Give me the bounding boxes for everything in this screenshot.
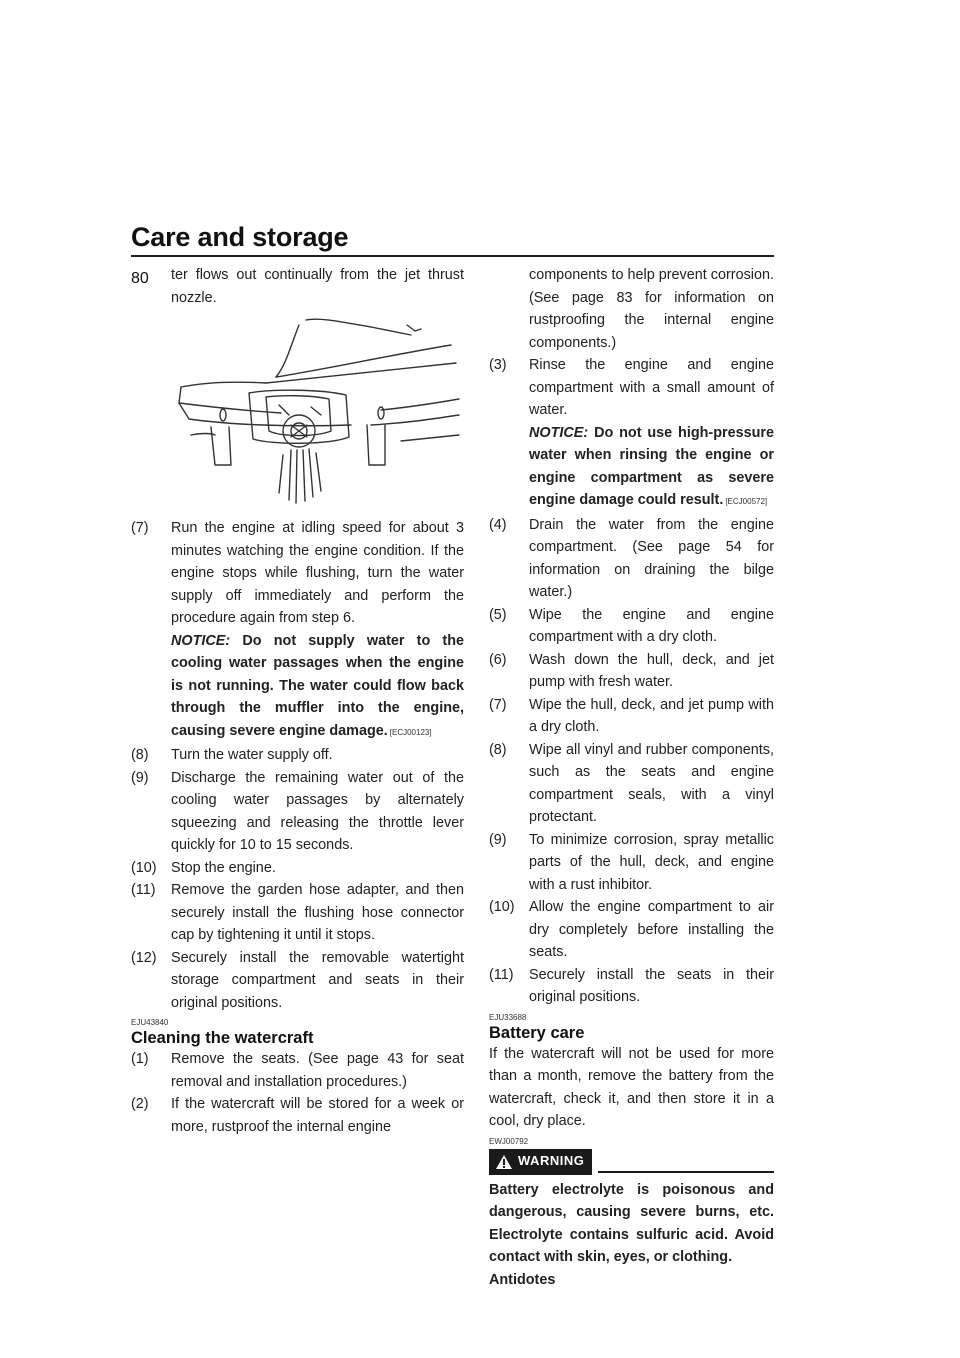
- warning-rule: [598, 1171, 774, 1173]
- section-code: EJU33688: [489, 1012, 527, 1022]
- section-code: EJU43840: [131, 1018, 169, 1027]
- cleaning-step-3: (3) Rinse the engine and engine compartment with a small amount of water.: [489, 357, 774, 418]
- cleaning-step-11: (11) Securely install the seats in their original positions.: [489, 966, 774, 1005]
- intro-text: ter flows out continually from the jet thrust nozzle.: [171, 267, 464, 306]
- left-column: [131, 264, 464, 1138]
- page-number: 80: [131, 270, 149, 287]
- left-step-8: (8) Turn the water supply off.: [131, 747, 333, 763]
- warning-header: [489, 1149, 774, 1175]
- header-divider: [131, 255, 774, 257]
- left-step-10: (10) Stop the engine.: [131, 859, 276, 876]
- antidotes-heading: Antidotes: [489, 1271, 556, 1288]
- cleaning-step-6: (6) Wash down the hull, deck, and jet pump with fresh water.: [489, 651, 774, 690]
- cleaning-step-9: (9) To minimize corrosion, spray metallic parts of the hull, deck, and engine with a rust inhibitor.: [489, 831, 774, 893]
- left-step-7: (7) Run the engine at idling speed for about 3 minutes watching the engine condition. If the engine stops while flushing, turn the water supply off immediately and perform the procedure again from step 6.: [131, 520, 464, 626]
- warning-code: EWJ00792: [489, 1136, 529, 1146]
- cleaning-step-4: (4) Drain the water from the engine compartment. (See page 54 for information on draining the bilge water.): [489, 516, 774, 600]
- cleaning-step-8: (8) Wipe all vinyl and rubber components, such as the seats and engine compartment seals, with a vinyl protectant.: [489, 741, 774, 825]
- warning-triangle-icon: [495, 1154, 513, 1170]
- section-title-battery: Battery care: [489, 1023, 585, 1042]
- left-step-11: (11) Remove the garden hose adapter, and then securely install the flushing hose connector cap by tightening it until it stops.: [131, 882, 464, 943]
- cleaning-step-2-continued: components to help prevent corrosion. (See page 83 for information on rustproofing the internal engine components.): [529, 267, 774, 351]
- cleaning-step-5: (5) Wipe the engine and engine compartment with a dry cloth.: [489, 606, 774, 645]
- jet-thrust-nozzle-illustration: [171, 315, 461, 505]
- cleaning-step-10: (10) Allow the engine compartment to air dry completely before installing the seats.: [489, 899, 774, 960]
- page-title: Care and storage: [131, 222, 349, 252]
- warning-badge: WARNING: [489, 1149, 592, 1175]
- left-step-9: (9) Discharge the remaining water out of the cooling water passages by alternately squeezing and releasing the throttle lever quickly for 10 to 15 seconds.: [131, 769, 464, 853]
- cleaning-step-1: (1) Remove the seats. (See page 43 for seat removal and installation procedures.): [131, 1051, 464, 1090]
- watercraft-stern-icon: [171, 315, 461, 505]
- section-title-cleaning: Cleaning the watercraft: [131, 1029, 314, 1047]
- left-step-7-notice: NOTICE: Do not supply water to the cooling water passages when the engine is not running. The water could flow back through the muffler into the engine, causing severe engine damage. [ECJ00123]: [171, 632, 465, 739]
- right-column: [489, 264, 774, 1291]
- battery-care-text: If the watercraft will not be used for more than a month, remove the battery from the watercraft, check it, and then store it in a cool, dry place.: [489, 1045, 774, 1129]
- warning-text: Battery electrolyte is poisonous and dangerous, causing severe burns, etc. Electrolyte contains sulfuric acid. Avoid contact with skin, eyes, or clothing.: [489, 1181, 774, 1265]
- cleaning-step-3-notice: NOTICE: Do not use high-pressure water when rinsing the engine or engine compartment as severe engine damage could result. [ECJ00572]: [529, 424, 775, 508]
- cleaning-step-7: (7) Wipe the hull, deck, and jet pump with a dry cloth.: [489, 696, 774, 735]
- left-step-12: (12) Securely install the removable watertight storage compartment and seats in their original positions.: [131, 949, 464, 1011]
- cleaning-step-2: (2) If the watercraft will be stored for a week or more, rustproof the internal engine: [131, 1096, 464, 1135]
